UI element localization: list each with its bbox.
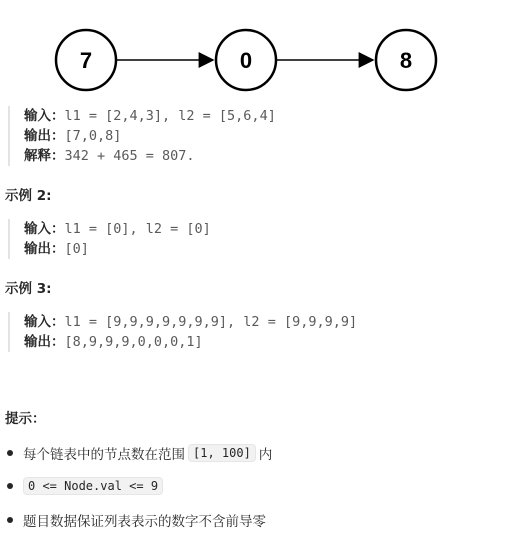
linked-list-diagram: [0, 0, 508, 120]
output-label: 输出：: [24, 334, 65, 350]
hint-text: 内: [258, 447, 273, 463]
example-3-title: 示例 3:: [5, 281, 52, 297]
explain-label: 解释：: [24, 148, 65, 164]
example-1-block: [8, 106, 276, 166]
list-node: [376, 30, 436, 90]
hint-item: [5, 477, 505, 495]
input-value: l1 = [2,4,3], l2 = [5,6,4]: [64, 108, 276, 124]
example-3-block: [8, 312, 357, 352]
bullet-icon: [7, 483, 13, 489]
inline-code: 0 <= Node.val <= 9: [23, 477, 163, 495]
input-value: l1 = [9,9,9,9,9,9,9], l2 = [9,9,9,9]: [64, 314, 358, 330]
hint-item: [5, 443, 505, 463]
list-node: [216, 30, 276, 90]
hint-text: 每个链表中的节点数在范围: [23, 447, 185, 463]
output-value: [0]: [64, 241, 89, 257]
example-2-title: 示例 2:: [5, 188, 52, 204]
hint-text: 题目数据保证列表表示的数字不含前导零: [23, 514, 266, 530]
input-value: l1 = [0], l2 = [0]: [64, 221, 211, 237]
output-label: 输出：: [24, 241, 65, 257]
explain-value: 342 + 465 = 807.: [64, 148, 195, 164]
output-value: [7,0,8]: [64, 128, 122, 144]
node-value: 7: [79, 48, 93, 73]
input-label: 输入：: [24, 108, 65, 124]
output-value: [8,9,9,9,0,0,0,1]: [64, 334, 203, 350]
example-2-block: [8, 219, 211, 259]
output-label: 输出：: [24, 128, 65, 144]
input-label: 输入：: [24, 221, 65, 237]
node-value: 8: [399, 48, 413, 73]
input-label: 输入：: [24, 314, 65, 330]
bullet-icon: [7, 450, 13, 456]
bullet-icon: [7, 517, 13, 523]
inline-code: [1, 100]: [188, 444, 256, 462]
node-value: 0: [239, 48, 253, 73]
list-node: [56, 30, 116, 90]
hints-title: 提示：: [5, 411, 46, 427]
hint-item: [5, 510, 505, 530]
